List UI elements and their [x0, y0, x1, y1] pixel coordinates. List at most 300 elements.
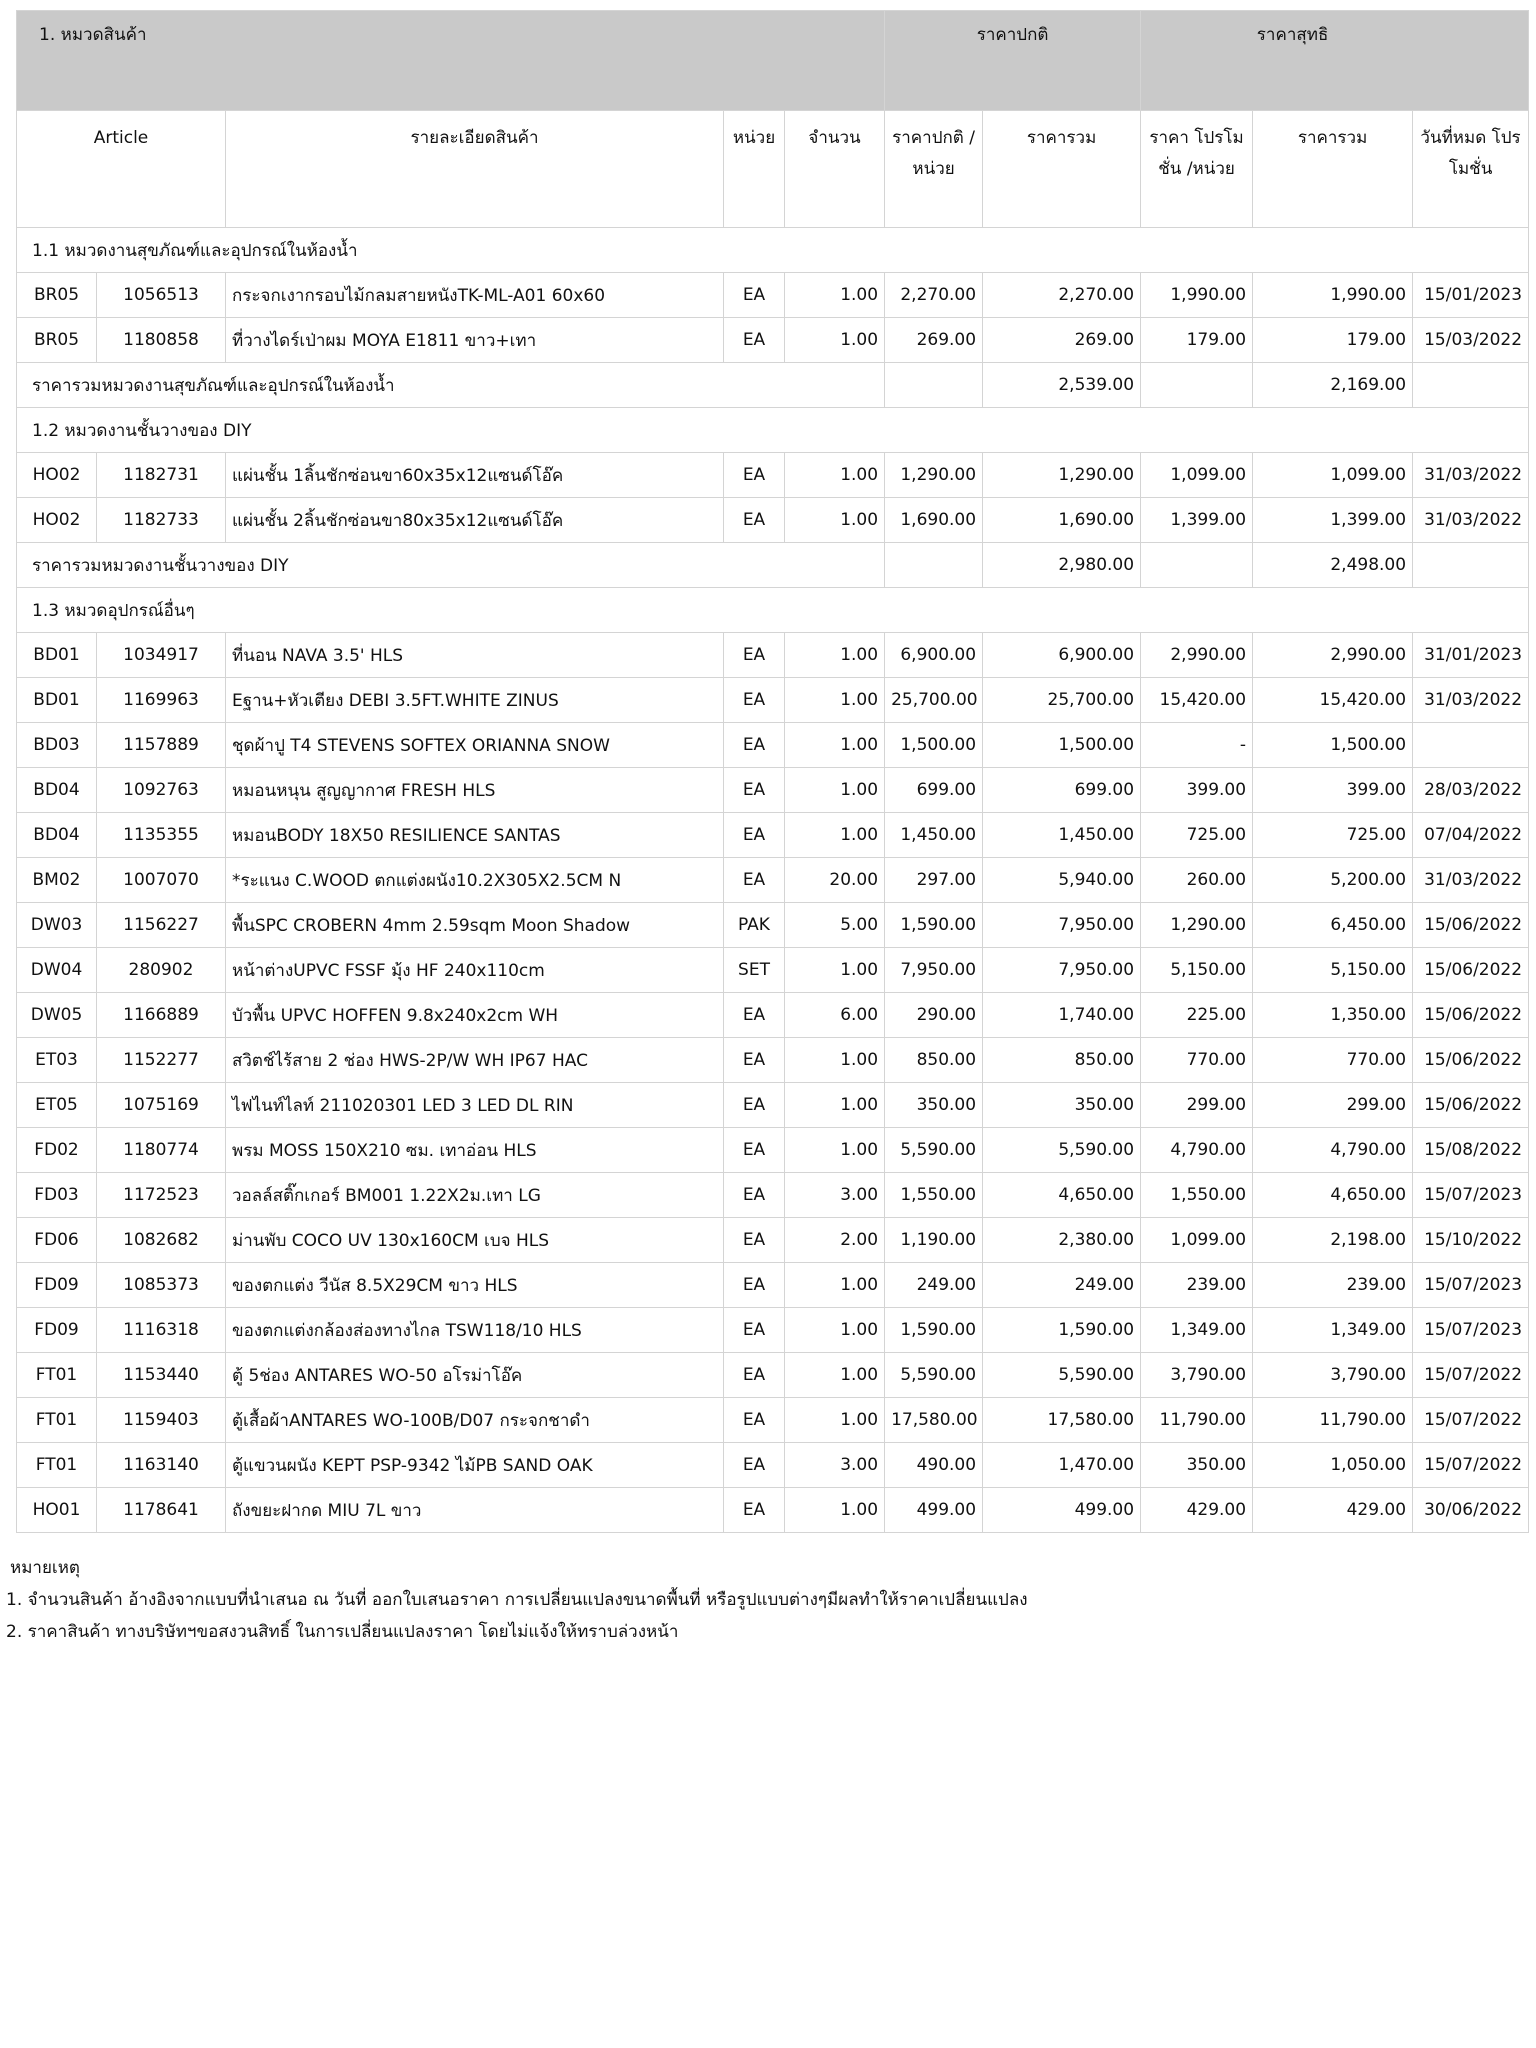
item-total: 17,580.00	[983, 1398, 1141, 1443]
item-total: 1,590.00	[983, 1308, 1141, 1353]
item-promo-total: 239.00	[1253, 1263, 1413, 1308]
item-code: FD03	[17, 1173, 97, 1218]
item-quantity: 1.00	[785, 678, 885, 723]
item-unit-price: 499.00	[885, 1488, 983, 1533]
item-total: 1,470.00	[983, 1443, 1141, 1488]
item-description: หมอนBODY 18X50 RESILIENCE SANTAS	[226, 813, 724, 858]
item-code: FT01	[17, 1353, 97, 1398]
item-description: ตู้แขวนผนัง KEPT PSP-9342 ไม้PB SAND OAK	[226, 1443, 724, 1488]
item-promo-total: 15,420.00	[1253, 678, 1413, 723]
item-unit: EA	[724, 993, 785, 1038]
item-description: หมอนหนุน สูญญากาศ FRESH HLS	[226, 768, 724, 813]
item-quantity: 1.00	[785, 1083, 885, 1128]
subtotal-total: 2,539.00	[983, 363, 1141, 408]
category-title: 1.1 หมวดงานสุขภัณฑ์และอุปกรณ์ในห้องน้ำ	[17, 228, 1529, 273]
item-unit: EA	[724, 1308, 785, 1353]
item-description: สวิตช์ไร้สาย 2 ช่อง HWS-2P/W WH IP67 HAC	[226, 1038, 724, 1083]
item-row	[17, 1398, 1529, 1443]
subtotal-row	[17, 543, 1529, 588]
item-row	[17, 1173, 1529, 1218]
item-promo-price: 1,990.00	[1141, 273, 1253, 318]
item-promo-price: 1,099.00	[1141, 453, 1253, 498]
item-total: 1,290.00	[983, 453, 1141, 498]
item-article: 1178641	[97, 1488, 226, 1533]
notes-title: หมายเหตุ	[10, 1558, 80, 1578]
item-total: 4,650.00	[983, 1173, 1141, 1218]
item-promo-price: 1,099.00	[1141, 1218, 1253, 1263]
item-unit-price: 5,590.00	[885, 1128, 983, 1173]
item-unit: EA	[724, 498, 785, 543]
item-total: 499.00	[983, 1488, 1141, 1533]
item-quantity: 20.00	[785, 858, 885, 903]
item-description: *ระแนง C.WOOD ตกแต่งผนัง10.2X305X2.5CM N	[226, 858, 724, 903]
category-title: 1.3 หมวดอุปกรณ์อื่นๆ	[17, 588, 1529, 633]
item-total: 699.00	[983, 768, 1141, 813]
item-unit: EA	[724, 1038, 785, 1083]
category-row	[17, 408, 1529, 453]
item-promo-price: 3,790.00	[1141, 1353, 1253, 1398]
item-promo-price: -	[1141, 723, 1253, 768]
item-promo-price: 5,150.00	[1141, 948, 1253, 993]
item-row	[17, 273, 1529, 318]
item-code: FD09	[17, 1263, 97, 1308]
item-promo-total: 1,500.00	[1253, 723, 1413, 768]
column-header-row	[17, 111, 1529, 228]
item-promo-end: 15/07/2022	[1413, 1398, 1529, 1443]
item-promo-price: 260.00	[1141, 858, 1253, 903]
item-code: BD03	[17, 723, 97, 768]
item-code: FT01	[17, 1398, 97, 1443]
subtotal-promo-total: 2,169.00	[1253, 363, 1413, 408]
item-description: ตู้เสื้อผ้าANTARES WO-100B/D07 กระจกชาดำ	[226, 1398, 724, 1443]
item-promo-total: 725.00	[1253, 813, 1413, 858]
item-promo-total: 299.00	[1253, 1083, 1413, 1128]
item-promo-total: 4,790.00	[1253, 1128, 1413, 1173]
subtotal-row	[17, 363, 1529, 408]
item-code: BR05	[17, 318, 97, 363]
item-unit: EA	[724, 678, 785, 723]
item-unit-price: 350.00	[885, 1083, 983, 1128]
item-quantity: 3.00	[785, 1173, 885, 1218]
item-code: DW03	[17, 903, 97, 948]
item-promo-end: 28/03/2022	[1413, 768, 1529, 813]
item-row	[17, 1353, 1529, 1398]
item-unit-price: 1,590.00	[885, 903, 983, 948]
item-total: 850.00	[983, 1038, 1141, 1083]
item-row	[17, 1263, 1529, 1308]
item-unit: EA	[724, 1443, 785, 1488]
item-promo-price: 4,790.00	[1141, 1128, 1253, 1173]
item-description: หน้าต่างUPVC FSSF มุ้ง HF 240x110cm	[226, 948, 724, 993]
item-unit-price: 17,580.00	[885, 1398, 983, 1443]
item-promo-end: 15/06/2022	[1413, 1083, 1529, 1128]
col-promo-total: ราคารวม	[1253, 111, 1413, 228]
item-promo-total: 1,399.00	[1253, 498, 1413, 543]
item-promo-total: 1,350.00	[1253, 993, 1413, 1038]
item-code: FD06	[17, 1218, 97, 1263]
item-quantity: 3.00	[785, 1443, 885, 1488]
item-article: 1153440	[97, 1353, 226, 1398]
item-row	[17, 1218, 1529, 1263]
item-promo-total: 5,200.00	[1253, 858, 1413, 903]
item-quantity: 1.00	[785, 498, 885, 543]
item-description: บัวพื้น UPVC HOFFEN 9.8x240x2cm WH	[226, 993, 724, 1038]
item-total: 7,950.00	[983, 948, 1141, 993]
item-code: ET03	[17, 1038, 97, 1083]
item-article: 1092763	[97, 768, 226, 813]
item-promo-end: 15/01/2023	[1413, 273, 1529, 318]
item-article: 1182733	[97, 498, 226, 543]
item-promo-end: 15/06/2022	[1413, 1038, 1529, 1083]
item-description: ถังขยะฝากด MIU 7L ขาว	[226, 1488, 724, 1533]
item-quantity: 1.00	[785, 768, 885, 813]
item-unit: EA	[724, 1173, 785, 1218]
item-description: แผ่นชั้น 1ลิ้นชักซ่อนขา60x35x12แซนด์โอ๊ค	[226, 453, 724, 498]
item-promo-price: 429.00	[1141, 1488, 1253, 1533]
item-unit-price: 2,270.00	[885, 273, 983, 318]
item-total: 269.00	[983, 318, 1141, 363]
note-line: 2. ราคาสินค้า ทางบริษัทฯขอสงวนสิทธิ์ ในการเปลี่ยนแปลงราคา โดยไม่แจ้งให้ทราบล่วงหน้า	[6, 1622, 679, 1642]
item-promo-end: 15/07/2023	[1413, 1308, 1529, 1353]
item-unit: EA	[724, 1263, 785, 1308]
item-row	[17, 1488, 1529, 1533]
item-promo-price: 1,550.00	[1141, 1173, 1253, 1218]
item-row	[17, 1083, 1529, 1128]
item-row	[17, 993, 1529, 1038]
item-quantity: 1.00	[785, 813, 885, 858]
item-total: 25,700.00	[983, 678, 1141, 723]
item-article: 1007070	[97, 858, 226, 903]
item-unit-price: 1,590.00	[885, 1308, 983, 1353]
item-quantity: 1.00	[785, 453, 885, 498]
item-quantity: 1.00	[785, 1353, 885, 1398]
item-unit-price: 850.00	[885, 1038, 983, 1083]
item-code: FT01	[17, 1443, 97, 1488]
item-unit: EA	[724, 453, 785, 498]
item-unit: EA	[724, 768, 785, 813]
item-total: 6,900.00	[983, 633, 1141, 678]
item-row	[17, 813, 1529, 858]
item-article: 1075169	[97, 1083, 226, 1128]
normal-price-group: ราคาปกติ	[885, 11, 1141, 111]
item-description: Eฐาน+หัวเตียง DEBI 3.5FT.WHITE ZINUS	[226, 678, 724, 723]
item-code: BR05	[17, 273, 97, 318]
item-total: 5,590.00	[983, 1353, 1141, 1398]
category-row	[17, 588, 1529, 633]
item-promo-price: 239.00	[1141, 1263, 1253, 1308]
item-total: 2,270.00	[983, 273, 1141, 318]
item-promo-end: 15/10/2022	[1413, 1218, 1529, 1263]
item-promo-end: 31/03/2022	[1413, 678, 1529, 723]
note-line: 1. จำนวนสินค้า อ้างอิงจากแบบที่นำเสนอ ณ วันที่ ออกใบเสนอราคา การเปลี่ยนแปลงขนาดพื้นที่ หรือรูปแบบต่างๆมีผลทำให้ราคาเปลี่ยนแปลง	[6, 1590, 1028, 1610]
item-article: 1159403	[97, 1398, 226, 1443]
item-description: ตู้ 5ช่อง ANTARES WO-50 อโรม่าโอ๊ค	[226, 1353, 724, 1398]
item-promo-total: 3,790.00	[1253, 1353, 1413, 1398]
item-description: ของตกแต่งกล้องส่องทางไกล TSW118/10 HLS	[226, 1308, 724, 1353]
item-code: FD09	[17, 1308, 97, 1353]
subtotal-blank	[1413, 363, 1529, 408]
item-promo-price: 1,349.00	[1141, 1308, 1253, 1353]
item-total: 5,590.00	[983, 1128, 1141, 1173]
item-total: 1,690.00	[983, 498, 1141, 543]
net-price-group: ราคาสุทธิ	[1141, 11, 1529, 111]
item-total: 5,940.00	[983, 858, 1141, 903]
item-promo-total: 429.00	[1253, 1488, 1413, 1533]
quotation-table	[16, 10, 1529, 1533]
item-description: พรม MOSS 150X210 ซม. เทาอ่อน HLS	[226, 1128, 724, 1173]
item-quantity: 2.00	[785, 1218, 885, 1263]
category-title: 1.2 หมวดงานชั้นวางของ DIY	[17, 408, 1529, 453]
item-promo-end: 15/06/2022	[1413, 948, 1529, 993]
item-unit-price: 1,290.00	[885, 453, 983, 498]
item-unit-price: 290.00	[885, 993, 983, 1038]
item-unit: EA	[724, 633, 785, 678]
item-promo-total: 2,198.00	[1253, 1218, 1413, 1263]
item-row	[17, 768, 1529, 813]
item-promo-price: 2,990.00	[1141, 633, 1253, 678]
item-total: 1,740.00	[983, 993, 1141, 1038]
item-promo-end: 15/03/2022	[1413, 318, 1529, 363]
item-row	[17, 1308, 1529, 1353]
item-article: 1166889	[97, 993, 226, 1038]
item-unit-price: 6,900.00	[885, 633, 983, 678]
item-promo-total: 4,650.00	[1253, 1173, 1413, 1218]
item-row	[17, 1038, 1529, 1083]
item-article: 1182731	[97, 453, 226, 498]
col-promo-end: วันที่หมด โปรโมชั่น	[1413, 111, 1529, 228]
item-description: ไฟไนท์ไลท์ 211020301 LED 3 LED DL RIN	[226, 1083, 724, 1128]
item-unit-price: 1,450.00	[885, 813, 983, 858]
item-unit-price: 5,590.00	[885, 1353, 983, 1398]
item-promo-total: 11,790.00	[1253, 1398, 1413, 1443]
item-promo-total: 6,450.00	[1253, 903, 1413, 948]
item-article: 1172523	[97, 1173, 226, 1218]
item-code: BD04	[17, 768, 97, 813]
item-total: 350.00	[983, 1083, 1141, 1128]
item-code: BD01	[17, 678, 97, 723]
item-description: ที่วางไดร์เป่าผม MOYA E1811 ขาว+เทา	[226, 318, 724, 363]
item-quantity: 1.00	[785, 318, 885, 363]
item-promo-end: 31/03/2022	[1413, 453, 1529, 498]
item-promo-total: 1,990.00	[1253, 273, 1413, 318]
subtotal-label: ราคารวมหมวดงานสุขภัณฑ์และอุปกรณ์ในห้องน้ำ	[17, 363, 885, 408]
item-quantity: 6.00	[785, 993, 885, 1038]
col-total: ราคารวม	[983, 111, 1141, 228]
subtotal-blank	[1413, 543, 1529, 588]
item-code: DW05	[17, 993, 97, 1038]
subtotal-total: 2,980.00	[983, 543, 1141, 588]
item-row	[17, 1443, 1529, 1488]
item-promo-total: 1,099.00	[1253, 453, 1413, 498]
item-promo-total: 2,990.00	[1253, 633, 1413, 678]
item-promo-price: 225.00	[1141, 993, 1253, 1038]
item-promo-total: 179.00	[1253, 318, 1413, 363]
item-unit: SET	[724, 948, 785, 993]
item-unit-price: 699.00	[885, 768, 983, 813]
item-unit-price: 1,500.00	[885, 723, 983, 768]
item-row	[17, 633, 1529, 678]
item-quantity: 1.00	[785, 1263, 885, 1308]
item-unit-price: 490.00	[885, 1443, 983, 1488]
item-code: BD04	[17, 813, 97, 858]
item-total: 1,450.00	[983, 813, 1141, 858]
item-promo-end	[1413, 723, 1529, 768]
item-unit-price: 297.00	[885, 858, 983, 903]
item-article: 1169963	[97, 678, 226, 723]
item-unit-price: 1,190.00	[885, 1218, 983, 1263]
category-row	[17, 228, 1529, 273]
item-description: ชุดผ้าปู T4 STEVENS SOFTEX ORIANNA SNOW	[226, 723, 724, 768]
item-description: พื้นSPC CROBERN 4mm 2.59sqm Moon Shadow	[226, 903, 724, 948]
subtotal-blank	[1141, 363, 1253, 408]
item-unit: EA	[724, 1488, 785, 1533]
item-unit-price: 269.00	[885, 318, 983, 363]
item-code: HO02	[17, 453, 97, 498]
section-title: 1. หมวดสินค้า	[17, 11, 885, 111]
item-code: HO02	[17, 498, 97, 543]
col-unit-price: ราคาปกติ /หน่วย	[885, 111, 983, 228]
item-promo-price: 1,290.00	[1141, 903, 1253, 948]
item-unit: EA	[724, 858, 785, 903]
item-promo-end: 31/03/2022	[1413, 858, 1529, 903]
item-article: 1085373	[97, 1263, 226, 1308]
item-promo-end: 15/07/2023	[1413, 1263, 1529, 1308]
item-promo-price: 299.00	[1141, 1083, 1253, 1128]
item-row	[17, 318, 1529, 363]
item-unit-price: 1,690.00	[885, 498, 983, 543]
item-promo-end: 31/01/2023	[1413, 633, 1529, 678]
col-description: รายละเอียดสินค้า	[226, 111, 724, 228]
item-article: 1152277	[97, 1038, 226, 1083]
item-promo-price: 770.00	[1141, 1038, 1253, 1083]
subtotal-blank	[885, 543, 983, 588]
item-code: DW04	[17, 948, 97, 993]
item-unit: EA	[724, 1128, 785, 1173]
item-promo-end: 15/06/2022	[1413, 993, 1529, 1038]
item-description: แผ่นชั้น 2ลิ้นชักซ่อนขา80x35x12แซนด์โอ๊ค	[226, 498, 724, 543]
item-code: BD01	[17, 633, 97, 678]
col-article: Article	[17, 111, 226, 228]
item-unit: EA	[724, 1218, 785, 1263]
item-article: 1157889	[97, 723, 226, 768]
item-promo-price: 350.00	[1141, 1443, 1253, 1488]
item-promo-end: 30/06/2022	[1413, 1488, 1529, 1533]
item-article: 1034917	[97, 633, 226, 678]
item-description: ม่านพับ COCO UV 130x160CM เบจ HLS	[226, 1218, 724, 1263]
item-row	[17, 723, 1529, 768]
item-article: 1180774	[97, 1128, 226, 1173]
item-promo-price: 11,790.00	[1141, 1398, 1253, 1443]
subtotal-label: ราคารวมหมวดงานชั้นวางของ DIY	[17, 543, 885, 588]
col-quantity: จำนวน	[785, 111, 885, 228]
item-row	[17, 858, 1529, 903]
item-description: กระจกเงากรอบไม้กลมสายหนังTK-ML-A01 60x60	[226, 273, 724, 318]
item-promo-end: 07/04/2022	[1413, 813, 1529, 858]
item-quantity: 5.00	[785, 903, 885, 948]
item-code: ET05	[17, 1083, 97, 1128]
item-quantity: 1.00	[785, 1308, 885, 1353]
item-promo-price: 179.00	[1141, 318, 1253, 363]
item-promo-price: 725.00	[1141, 813, 1253, 858]
item-article: 1056513	[97, 273, 226, 318]
item-quantity: 1.00	[785, 1128, 885, 1173]
item-article: 1180858	[97, 318, 226, 363]
item-row	[17, 678, 1529, 723]
item-unit-price: 25,700.00	[885, 678, 983, 723]
item-quantity: 1.00	[785, 948, 885, 993]
item-unit-price: 249.00	[885, 1263, 983, 1308]
item-row	[17, 903, 1529, 948]
item-unit: EA	[724, 1353, 785, 1398]
item-promo-total: 770.00	[1253, 1038, 1413, 1083]
item-unit: EA	[724, 318, 785, 363]
item-row	[17, 498, 1529, 543]
item-description: วอลล์สติ๊กเกอร์ BM001 1.22X2ม.เทา LG	[226, 1173, 724, 1218]
item-article: 1156227	[97, 903, 226, 948]
item-total: 2,380.00	[983, 1218, 1141, 1263]
item-article: 1082682	[97, 1218, 226, 1263]
item-promo-end: 15/07/2022	[1413, 1353, 1529, 1398]
item-promo-price: 1,399.00	[1141, 498, 1253, 543]
item-promo-end: 15/08/2022	[1413, 1128, 1529, 1173]
item-quantity: 1.00	[785, 1398, 885, 1443]
item-unit: EA	[724, 273, 785, 318]
item-quantity: 1.00	[785, 723, 885, 768]
item-description: ที่นอน NAVA 3.5' HLS	[226, 633, 724, 678]
table-body	[17, 11, 1529, 1533]
item-code: FD02	[17, 1128, 97, 1173]
item-promo-end: 15/07/2022	[1413, 1443, 1529, 1488]
item-promo-total: 5,150.00	[1253, 948, 1413, 993]
item-promo-total: 1,050.00	[1253, 1443, 1413, 1488]
subtotal-blank	[885, 363, 983, 408]
item-total: 1,500.00	[983, 723, 1141, 768]
item-quantity: 1.00	[785, 273, 885, 318]
item-unit: EA	[724, 1398, 785, 1443]
item-unit: EA	[724, 813, 785, 858]
notes	[6, 1552, 1028, 1648]
item-promo-total: 399.00	[1253, 768, 1413, 813]
item-unit-price: 7,950.00	[885, 948, 983, 993]
item-promo-end: 15/06/2022	[1413, 903, 1529, 948]
item-total: 249.00	[983, 1263, 1141, 1308]
item-article: 280902	[97, 948, 226, 993]
item-promo-price: 15,420.00	[1141, 678, 1253, 723]
item-row	[17, 1128, 1529, 1173]
item-description: ของตกแต่ง วีนัส 8.5X29CM ขาว HLS	[226, 1263, 724, 1308]
subtotal-promo-total: 2,498.00	[1253, 543, 1413, 588]
col-unit: หน่วย	[724, 111, 785, 228]
title-row	[17, 11, 1529, 111]
item-total: 7,950.00	[983, 903, 1141, 948]
item-quantity: 1.00	[785, 633, 885, 678]
item-promo-end: 31/03/2022	[1413, 498, 1529, 543]
item-row	[17, 948, 1529, 993]
item-promo-price: 399.00	[1141, 768, 1253, 813]
item-promo-total: 1,349.00	[1253, 1308, 1413, 1353]
item-article: 1135355	[97, 813, 226, 858]
item-code: HO01	[17, 1488, 97, 1533]
item-article: 1163140	[97, 1443, 226, 1488]
item-code: BM02	[17, 858, 97, 903]
item-quantity: 1.00	[785, 1488, 885, 1533]
item-unit: PAK	[724, 903, 785, 948]
item-article: 1116318	[97, 1308, 226, 1353]
item-unit: EA	[724, 1083, 785, 1128]
item-quantity: 1.00	[785, 1038, 885, 1083]
item-unit-price: 1,550.00	[885, 1173, 983, 1218]
subtotal-blank	[1141, 543, 1253, 588]
